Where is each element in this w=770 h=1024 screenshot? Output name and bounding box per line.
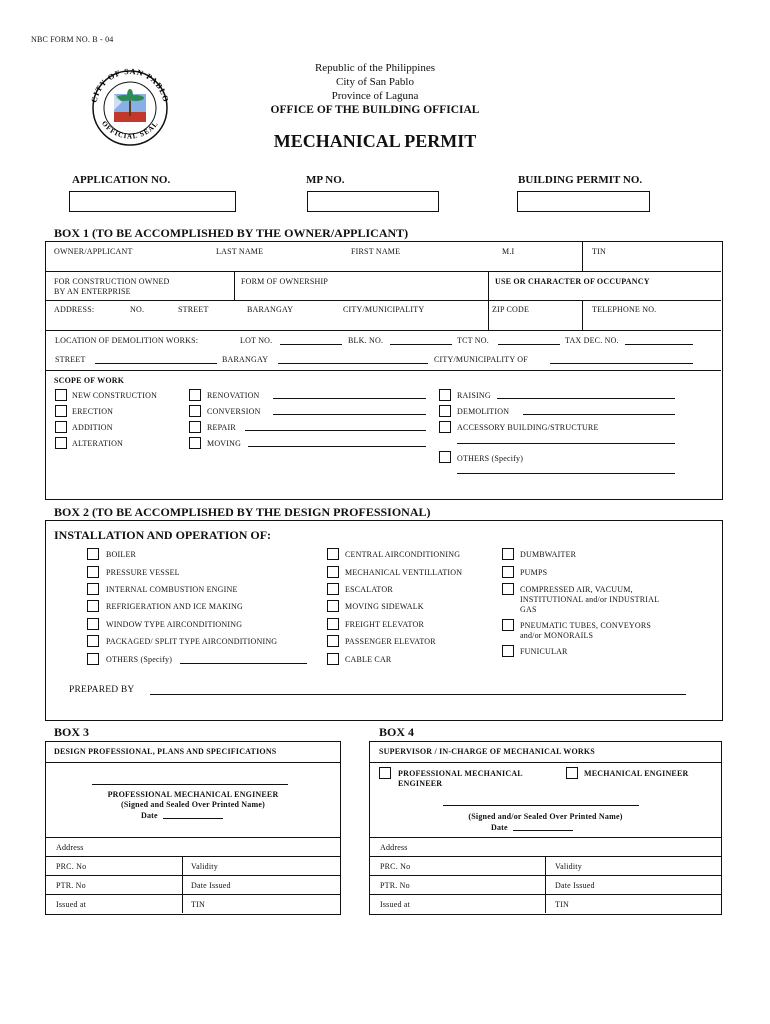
owner-applicant-label: OWNER/APPLICANT [54,247,133,256]
box3-date-label: Date [141,811,158,820]
accessory-building-label: ACCESSORY BUILDING/STRUCTURE [457,423,599,432]
conversion-label: CONVERSION [207,407,261,416]
funicular-checkbox[interactable] [502,645,514,657]
box4-ptr-label: PTR. No [380,881,410,890]
box3-tin-label: TIN [191,900,205,909]
building-permit-no-label: BUILDING PERMIT NO. [518,174,643,186]
city-seal [84,68,176,146]
form-number: NBC FORM NO. B - 04 [31,35,114,44]
form-of-ownership-label: FORM OF OWNERSHIP [241,277,328,286]
location-barangay-label: BARANGAY [222,355,269,364]
cable-car-checkbox[interactable] [327,653,339,665]
first-name-label: FIRST NAME [351,247,401,256]
compressed-air-label-2: INSTITUTIONAL and/or INDUSTRIAL [520,595,660,604]
erection-checkbox[interactable] [55,405,67,417]
no-label: NO. [130,305,145,314]
pressure-vessel-checkbox[interactable] [87,566,99,578]
box3-signature-line[interactable] [92,784,288,785]
mp-no-label: MP NO. [306,174,345,186]
application-no-field[interactable] [69,191,236,212]
escalator-checkbox[interactable] [327,583,339,595]
moving-checkbox[interactable] [189,437,201,449]
pneumatic-checkbox[interactable] [502,619,514,631]
city-municipality-label: CITY/MUNICIPALITY [343,305,425,314]
location-barangay-field[interactable] [278,363,428,364]
box4-validity-label: Validity [555,862,582,871]
zip-code-label: ZIP CODE [492,305,530,314]
prepared-by-label: PREPARED BY [69,685,135,695]
conversion-checkbox[interactable] [189,405,201,417]
renovation-checkbox[interactable] [189,389,201,401]
lot-no-label: LOT NO. [240,336,273,345]
new-construction-label: NEW CONSTRUCTION [72,391,158,400]
window-type-label: WINDOW TYPE AIRCONDITIONING [106,620,243,629]
building-permit-no-field[interactable] [517,191,650,212]
escalator-label: ESCALATOR [345,585,393,594]
raising-label: RAISING [457,391,491,400]
new-construction-checkbox[interactable] [55,389,67,401]
boiler-checkbox[interactable] [87,548,99,560]
tin-label: TIN [592,247,606,256]
tct-no-field[interactable] [498,344,560,345]
box4-issued-at-label: Issued at [380,900,411,909]
accessory-building-checkbox[interactable] [439,421,451,433]
page-title: MECHANICAL PERMIT [273,131,477,151]
street-label: STREET [178,305,209,314]
header-province: Province of Laguna [331,90,419,102]
box4-subheading: SUPERVISOR / IN-CHARGE OF MECHANICAL WORKS [379,747,595,756]
alteration-label: ALTERATION [72,439,124,448]
installation-label: INSTALLATION AND OPERATION OF: [54,528,272,542]
tax-dec-no-label: TAX DEC. NO. [565,336,619,345]
internal-combustion-label: INTERNAL COMBUSTION ENGINE [106,585,238,594]
scope-others-field[interactable] [457,473,675,474]
window-type-checkbox[interactable] [87,618,99,630]
addition-checkbox[interactable] [55,421,67,433]
enterprise-label: BY AN ENTERPRISE [54,287,131,296]
box3-address-label: Address [56,843,84,852]
refrigeration-label: REFRIGERATION AND ICE MAKING [106,602,243,611]
location-street-label: STREET [55,355,86,364]
central-aircon-label: CENTRAL AIRCONDITIONING [345,550,461,559]
location-city-label: CITY/MUNICIPALITY OF [434,355,528,364]
box2-heading: BOX 2 (TO BE ACCOMPLISHED BY THE DESIGN PROFESSIONAL) [54,505,431,519]
refrigeration-checkbox[interactable] [87,600,99,612]
dumbwaiter-checkbox[interactable] [502,548,514,560]
box4-address-label: Address [380,843,408,852]
installation-others-checkbox[interactable] [87,653,99,665]
repair-field[interactable] [245,430,426,431]
box4-signature-line[interactable] [443,805,639,806]
demolition-label: DEMOLITION [457,407,510,416]
box3-date-issued-label: Date Issued [191,881,231,890]
location-street-field[interactable] [95,363,217,364]
box4-prc-label: PRC. No [380,862,411,871]
box3-engineer-label: PROFESSIONAL MECHANICAL ENGINEER [107,790,279,799]
dumbwaiter-label: DUMBWAITER [520,550,577,559]
box3-ptr-label: PTR. No [56,881,86,890]
pumps-label: PUMPS [520,568,548,577]
mp-no-field[interactable] [307,191,439,212]
passenger-elevator-label: PASSENGER ELEVATOR [345,637,436,646]
moving-sidewalk-label: MOVING SIDEWALK [345,602,424,611]
box3-heading: BOX 3 [54,725,90,739]
erection-label: ERECTION [72,407,114,416]
installation-others-label: OTHERS (Specify) [106,655,173,664]
last-name-label: LAST NAME [216,247,264,256]
compressed-air-checkbox[interactable] [502,583,514,595]
internal-combustion-checkbox[interactable] [87,583,99,595]
box3-subheading: DESIGN PROFESSIONAL, PLANS AND SPECIFICATIONS [54,747,277,756]
mech-engineer-checkbox[interactable] [566,767,578,779]
moving-field[interactable] [248,446,426,447]
central-aircon-checkbox[interactable] [327,548,339,560]
construction-owned-label: FOR CONSTRUCTION OWNED [54,277,170,286]
freight-elevator-label: FREIGHT ELEVATOR [345,620,424,629]
box4-date-field[interactable] [513,830,573,831]
address-label: ADDRESS: [54,305,95,314]
passenger-elevator-checkbox[interactable] [327,635,339,647]
box4-date-issued-label: Date Issued [555,881,595,890]
mi-label: M.I [502,247,515,256]
box4-tin-label: TIN [555,900,569,909]
demolition-checkbox[interactable] [439,405,451,417]
box1-heading: BOX 1 (TO BE ACCOMPLISHED BY THE OWNER/APPLICANT) [54,226,409,240]
demolition-field[interactable] [523,414,675,415]
pressure-vessel-label: PRESSURE VESSEL [106,568,180,577]
repair-label: REPAIR [207,423,236,432]
header-city: City of San Pablo [336,76,414,88]
telephone-label: TELEPHONE NO. [592,305,657,314]
cable-car-label: CABLE CAR [345,655,392,664]
repair-checkbox[interactable] [189,421,201,433]
prof-mech-engineer-label-1: PROFESSIONAL MECHANICAL [398,769,523,778]
location-city-field[interactable] [550,363,693,364]
pneumatic-label-2: and/or MONORAILS [520,631,594,640]
conversion-field[interactable] [273,414,426,415]
moving-sidewalk-checkbox[interactable] [327,600,339,612]
blk-no-field[interactable] [390,344,452,345]
prof-mech-engineer-label-2: ENGINEER [398,779,443,788]
mech-ventilation-label: MECHANICAL VENTILLATION [345,568,463,577]
raising-field[interactable] [497,398,675,399]
alteration-checkbox[interactable] [55,437,67,449]
header-office: OFFICE OF THE BUILDING OFFICIAL [270,104,480,116]
scope-of-work-label: SCOPE OF WORK [54,376,125,385]
tct-no-label: TCT NO. [457,336,489,345]
box3-date-field[interactable] [163,818,223,819]
application-no-label: APPLICATION NO. [72,174,171,186]
addition-label: ADDITION [72,423,113,432]
raising-checkbox[interactable] [439,389,451,401]
freight-elevator-checkbox[interactable] [327,618,339,630]
funicular-label: FUNICULAR [520,647,568,656]
box3-prc-label: PRC. No [56,862,87,871]
box3-issued-at-label: Issued at [56,900,87,909]
pumps-checkbox[interactable] [502,566,514,578]
scope-others-checkbox[interactable] [439,451,451,463]
packaged-split-label: PACKAGED/ SPLIT TYPE AIRCONDITIONING [106,637,278,646]
pneumatic-label-1: PNEUMATIC TUBES, CONVEYORS [520,621,652,630]
mech-ventilation-checkbox[interactable] [327,566,339,578]
boiler-label: BOILER [106,550,137,559]
barangay-label: BARANGAY [247,305,294,314]
compressed-air-label-1: COMPRESSED AIR, VACUUM, [520,585,633,594]
prepared-by-field[interactable] [150,694,686,695]
box4-heading: BOX 4 [379,725,415,739]
moving-label: MOVING [207,439,242,448]
accessory-building-field[interactable] [457,443,675,444]
scope-others-label: OTHERS (Specify) [457,454,524,463]
header-republic: Republic of the Philippines [314,62,436,74]
use-character-label: USE OR CHARACTER OF OCCUPANCY [495,277,650,286]
location-label: LOCATION OF DEMOLITION WORKS: [55,336,199,345]
box4-date-label: Date [491,823,508,832]
seal-bottom-text: OFFICIAL SEAL [99,119,161,141]
lot-no-field[interactable] [280,344,342,345]
installation-others-field[interactable] [180,663,307,664]
blk-no-label: BLK. NO. [348,336,384,345]
box3-signed-label: (Signed and Sealed Over Printed Name) [121,800,265,809]
packaged-split-checkbox[interactable] [87,635,99,647]
seal-top-text: CITY OF SAN PABLO [89,68,171,104]
prof-mech-engineer-checkbox[interactable] [379,767,391,779]
renovation-label: RENOVATION [207,391,260,400]
renovation-field[interactable] [273,398,426,399]
box3-validity-label: Validity [191,862,218,871]
mech-engineer-label: MECHANICAL ENGINEER [584,769,689,778]
tax-dec-no-field[interactable] [625,344,693,345]
compressed-air-label-3: GAS [520,605,537,614]
box4-signed-label: (Signed and/or Sealed Over Printed Name) [468,812,623,821]
